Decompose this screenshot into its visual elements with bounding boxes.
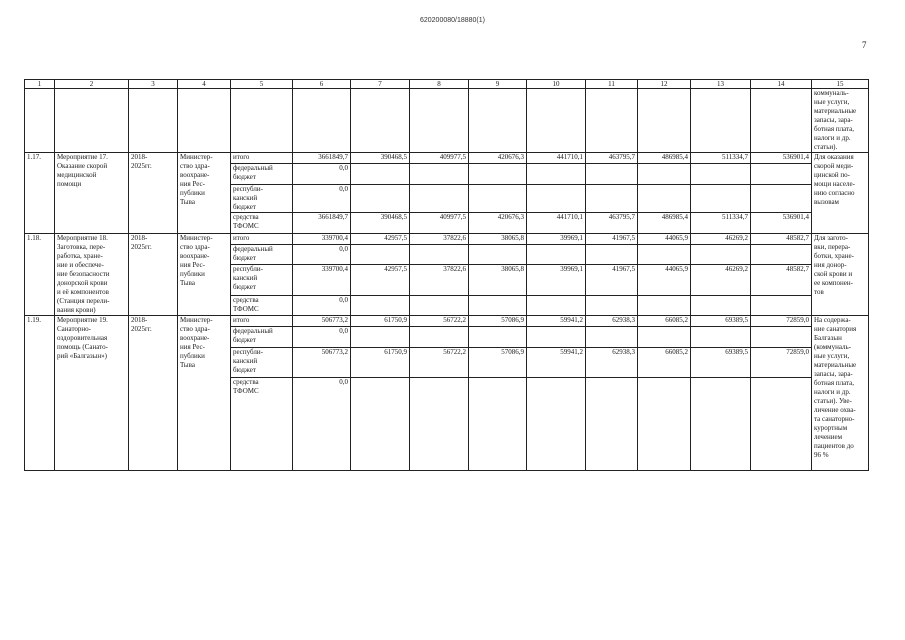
column-number: 4 <box>178 80 231 89</box>
empty-cell <box>751 89 812 153</box>
executor-line: публики <box>180 352 205 360</box>
column-number: 10 <box>527 80 586 89</box>
measure-name-line: и её компонентов <box>57 288 109 296</box>
result-line: На содержа- <box>814 316 851 324</box>
empty-cell <box>231 89 293 153</box>
funding-source-line: ТФОМС <box>233 222 259 230</box>
empty-cell <box>351 89 410 153</box>
funding-source-line: республи- <box>233 185 263 193</box>
period <box>129 316 178 471</box>
column-number: 2 <box>55 80 129 89</box>
note-line: налоги и др. <box>814 134 851 142</box>
executor-line: ния Рес- <box>180 343 205 351</box>
executor <box>178 234 231 316</box>
result-line: скорой меди- <box>814 162 854 170</box>
executor-line: ство здра- <box>180 325 210 333</box>
funding-source-line: канский <box>233 357 258 365</box>
table-row <box>25 234 869 245</box>
value-cell: 0,0 <box>293 164 351 185</box>
value-cell <box>527 185 586 213</box>
value-cell: 57086,9 <box>469 316 527 327</box>
measure-name-line: Оказание скорой <box>57 162 108 170</box>
result-line: лечением <box>814 433 843 441</box>
empty-cell <box>293 89 351 153</box>
empty-cell <box>55 89 129 153</box>
value-cell <box>751 185 812 213</box>
result-line: вызовам <box>814 198 839 206</box>
funding-source-line: бюджет <box>233 283 256 292</box>
measure-name-line: Санаторно- <box>57 325 91 333</box>
value-cell: 339700,4 <box>293 234 351 245</box>
measure-name <box>55 153 129 234</box>
value-cell <box>527 295 586 315</box>
executor-line: Министер- <box>180 153 213 161</box>
executor-line: ство здра- <box>180 162 210 170</box>
result-line: та санаторно- <box>814 415 855 423</box>
value-cell <box>351 327 410 348</box>
value-cell: 72859,0 <box>751 316 812 327</box>
funding-source <box>231 316 293 327</box>
funding-source-line: итого <box>233 234 250 242</box>
value-cell: 39969,1 <box>527 265 586 295</box>
value-cell: 420676,3 <box>469 213 527 234</box>
executor-line: ство здра- <box>180 243 210 251</box>
funding-source <box>231 245 293 265</box>
result-line: 96 % <box>814 451 829 459</box>
value-cell <box>469 185 527 213</box>
value-cell <box>469 164 527 185</box>
empty-cell <box>178 89 231 153</box>
funding-source-line: средства <box>233 295 259 304</box>
value-cell: 441710,1 <box>527 153 586 164</box>
result-line: мощи населе- <box>814 180 855 188</box>
executor <box>178 316 231 471</box>
period-line: 2025гг. <box>131 325 152 333</box>
period-line: 2025гг. <box>131 243 152 251</box>
executor-line: ния Рес- <box>180 261 205 269</box>
measure-name-line: вания крови) <box>57 306 96 314</box>
value-cell: 48582,7 <box>751 234 812 245</box>
value-cell: 56722,2 <box>410 348 469 378</box>
result-line: личение охва- <box>814 406 856 414</box>
value-cell <box>638 327 691 348</box>
column-number: 7 <box>351 80 410 89</box>
value-cell: 536901,4 <box>751 153 812 164</box>
document-id: 620200080/18880(1) <box>419 17 485 24</box>
funding-source-line: бюджет <box>233 254 256 263</box>
value-cell: 409977,5 <box>410 213 469 234</box>
value-cell: 0,0 <box>293 245 351 265</box>
value-cell <box>586 327 638 348</box>
value-cell <box>527 378 586 471</box>
expected-result <box>812 153 869 234</box>
funding-source <box>231 378 293 471</box>
value-cell: 69389,5 <box>691 316 751 327</box>
measure-name-line: донорской крови <box>57 279 108 287</box>
value-cell <box>351 185 410 213</box>
result-line: запасы, зара- <box>814 370 853 378</box>
executor-line: Министер- <box>180 316 213 324</box>
value-cell <box>691 327 751 348</box>
period-line: 2018- <box>131 153 148 161</box>
value-cell: 44065,9 <box>638 265 691 295</box>
result-line: вки, перера- <box>814 243 851 251</box>
value-cell <box>751 164 812 185</box>
empty-cell <box>638 89 691 153</box>
value-cell <box>410 327 469 348</box>
value-cell: 37822,6 <box>410 265 469 295</box>
period <box>129 234 178 316</box>
period-line: 2025гг. <box>131 162 152 170</box>
funding-source-line: бюджет <box>233 203 256 211</box>
value-cell <box>351 164 410 185</box>
value-cell: 441710,1 <box>527 213 586 234</box>
value-cell: 57086,9 <box>469 348 527 378</box>
value-cell <box>469 245 527 265</box>
measure-name-line: Заготовка, пере- <box>57 243 106 251</box>
result-line: курортным <box>814 424 848 432</box>
column-number: 3 <box>129 80 178 89</box>
result-line: Для загото- <box>814 234 849 242</box>
result-line: ботки, хране- <box>814 252 854 260</box>
value-cell <box>691 245 751 265</box>
result-line: ской крови и <box>814 270 853 278</box>
value-cell: 48582,7 <box>751 265 812 295</box>
expected-result <box>812 316 869 471</box>
measure-name-line: ние безопасности <box>57 270 110 278</box>
row-number: 1.17. <box>25 153 55 234</box>
value-cell <box>751 327 812 348</box>
measure-name-line: рий «Балгазын») <box>57 352 107 360</box>
funding-source-line: ТФОМС <box>233 387 259 395</box>
funding-source-line: канский <box>233 194 258 202</box>
value-cell <box>638 378 691 471</box>
note-line: запасы, зара- <box>814 116 853 124</box>
result-line: пациентов до <box>814 442 854 450</box>
value-cell: 62938,3 <box>586 348 638 378</box>
empty-cell <box>691 89 751 153</box>
measure-name-line: работка, хране- <box>57 252 103 260</box>
funding-source <box>231 348 293 378</box>
column-number: 8 <box>410 80 469 89</box>
value-cell: 38065,8 <box>469 265 527 295</box>
period <box>129 153 178 234</box>
value-cell: 62938,3 <box>586 316 638 327</box>
funding-source <box>231 295 293 315</box>
funding-source-line: ТФОМС <box>233 304 259 313</box>
column-number: 13 <box>691 80 751 89</box>
empty-cell <box>410 89 469 153</box>
funding-source-line: бюджет <box>233 173 256 181</box>
value-cell: 0,0 <box>293 378 351 471</box>
value-cell <box>751 378 812 471</box>
value-cell: 420676,3 <box>469 153 527 164</box>
note-line: ные услуги, <box>814 98 850 106</box>
value-cell: 41967,5 <box>586 265 638 295</box>
measure-name-line: помощи <box>57 180 82 188</box>
period-line: 2018- <box>131 316 148 324</box>
value-cell: 59941,2 <box>527 316 586 327</box>
empty-cell <box>25 89 55 153</box>
value-cell: 46269,2 <box>691 234 751 245</box>
empty-cell <box>129 89 178 153</box>
value-cell: 66085,2 <box>638 316 691 327</box>
value-cell: 38065,8 <box>469 234 527 245</box>
result-line: ние санатория <box>814 325 857 333</box>
executor-line: Тыва <box>180 198 195 206</box>
value-cell <box>586 295 638 315</box>
value-cell <box>691 378 751 471</box>
executor-line: ния Рес- <box>180 180 205 188</box>
value-cell <box>638 164 691 185</box>
funding-source-line: республи- <box>233 265 263 274</box>
column-number: 12 <box>638 80 691 89</box>
period-line: 2018- <box>131 234 148 242</box>
value-cell <box>638 295 691 315</box>
value-cell: 511334,7 <box>691 213 751 234</box>
value-cell <box>410 185 469 213</box>
value-cell: 409977,5 <box>410 153 469 164</box>
measure-name-line: ние и обеспече- <box>57 261 104 269</box>
value-cell: 0,0 <box>293 185 351 213</box>
value-cell <box>410 245 469 265</box>
value-cell: 506773,2 <box>293 316 351 327</box>
note-line: статьи). <box>814 143 838 151</box>
result-line: ния донор- <box>814 261 847 269</box>
executor-line: публики <box>180 270 205 278</box>
value-cell: 511334,7 <box>691 153 751 164</box>
value-cell <box>351 245 410 265</box>
funding-source-line: республи- <box>233 348 263 356</box>
value-cell: 536901,4 <box>751 213 812 234</box>
value-cell: 3661849,7 <box>293 153 351 164</box>
funding-source-line: средства <box>233 213 259 221</box>
result-line: Балгазын <box>814 334 842 342</box>
value-cell: 41967,5 <box>586 234 638 245</box>
executor-line: Тыва <box>180 279 195 287</box>
expected-result <box>812 234 869 316</box>
value-cell <box>751 295 812 315</box>
value-cell: 463795,7 <box>586 213 638 234</box>
column-number: 9 <box>469 80 527 89</box>
note-line: материальные <box>814 107 857 115</box>
measure-name-line: Мероприятие 17. <box>57 153 108 161</box>
result-line: Для оказания <box>814 153 854 161</box>
value-cell: 42957,5 <box>351 234 410 245</box>
continuation-note <box>812 89 869 153</box>
funding-source-line: итого <box>233 316 250 324</box>
executor-line: Тыва <box>180 361 195 369</box>
value-cell <box>638 245 691 265</box>
column-number-row <box>25 80 869 89</box>
funding-source <box>231 185 293 213</box>
measure-name <box>55 234 129 316</box>
value-cell <box>586 185 638 213</box>
result-line: ее компонен- <box>814 279 853 287</box>
value-cell <box>469 378 527 471</box>
executor-line: воохране- <box>180 252 210 260</box>
value-cell <box>638 185 691 213</box>
value-cell <box>351 378 410 471</box>
value-cell <box>410 378 469 471</box>
value-cell: 486985,4 <box>638 213 691 234</box>
result-line: статьи). Уве- <box>814 397 852 405</box>
result-line: ные услуги, <box>814 352 850 360</box>
value-cell <box>751 245 812 265</box>
funding-source-line: средства <box>233 378 259 386</box>
executor-line: публики <box>180 189 205 197</box>
continuation-row <box>25 89 869 153</box>
executor-line: воохране- <box>180 171 210 179</box>
value-cell <box>527 327 586 348</box>
value-cell: 3661849,7 <box>293 213 351 234</box>
column-number: 5 <box>231 80 293 89</box>
value-cell: 42957,5 <box>351 265 410 295</box>
funding-source-line: федеральный <box>233 245 273 254</box>
funding-source <box>231 213 293 234</box>
value-cell: 37822,6 <box>410 234 469 245</box>
funding-source <box>231 153 293 164</box>
measure-name-line: Мероприятие 19. <box>57 316 108 324</box>
measure-name-line: Мероприятие 18. <box>57 234 108 242</box>
value-cell: 0,0 <box>293 295 351 315</box>
result-line: (коммуналь- <box>814 343 852 351</box>
result-line: нию согласно <box>814 189 855 197</box>
value-cell <box>586 245 638 265</box>
value-cell <box>469 295 527 315</box>
value-cell <box>691 185 751 213</box>
value-cell: 59941,2 <box>527 348 586 378</box>
value-cell <box>351 295 410 315</box>
result-line: тов <box>814 288 824 296</box>
measure-name <box>55 316 129 471</box>
funding-source-line: федеральный <box>233 327 273 335</box>
row-number: 1.19. <box>25 316 55 471</box>
value-cell <box>410 164 469 185</box>
value-cell: 66085,2 <box>638 348 691 378</box>
value-cell: 39969,1 <box>527 234 586 245</box>
column-number: 6 <box>293 80 351 89</box>
value-cell: 44065,9 <box>638 234 691 245</box>
value-cell: 486985,4 <box>638 153 691 164</box>
column-number: 15 <box>812 80 869 89</box>
column-number: 14 <box>751 80 812 89</box>
table-row <box>25 316 869 327</box>
funding-source <box>231 265 293 295</box>
value-cell: 390468,5 <box>351 153 410 164</box>
result-line: материальные <box>814 361 857 369</box>
value-cell <box>469 327 527 348</box>
column-number: 11 <box>586 80 638 89</box>
column-number: 1 <box>25 80 55 89</box>
executor <box>178 153 231 234</box>
funding-source <box>231 327 293 348</box>
result-line: налоги и др. <box>814 388 851 396</box>
program-table <box>24 79 869 471</box>
executor-line: Министер- <box>180 234 213 242</box>
note-line: ботная плата, <box>814 125 855 133</box>
value-cell: 506773,2 <box>293 348 351 378</box>
funding-source-line: канский <box>233 274 258 283</box>
measure-name-line: помощь (Санато- <box>57 343 108 351</box>
value-cell: 72859,0 <box>751 348 812 378</box>
measure-name-line: (Станция перели- <box>57 297 110 305</box>
value-cell: 69389,5 <box>691 348 751 378</box>
value-cell: 61750,9 <box>351 316 410 327</box>
table-row <box>25 153 869 164</box>
value-cell: 56722,2 <box>410 316 469 327</box>
page-number: 7 <box>862 40 867 50</box>
value-cell: 390468,5 <box>351 213 410 234</box>
row-number: 1.18. <box>25 234 55 316</box>
value-cell: 463795,7 <box>586 153 638 164</box>
value-cell <box>691 295 751 315</box>
funding-source-line: федеральный <box>233 164 273 172</box>
value-cell: 0,0 <box>293 327 351 348</box>
executor-line: воохране- <box>180 334 210 342</box>
note-line: коммуналь- <box>814 89 849 97</box>
empty-cell <box>469 89 527 153</box>
empty-cell <box>527 89 586 153</box>
value-cell: 339700,4 <box>293 265 351 295</box>
funding-source <box>231 234 293 245</box>
result-line: ботная плата, <box>814 379 855 387</box>
result-line: цинской по- <box>814 171 850 179</box>
value-cell <box>586 378 638 471</box>
funding-source-line: бюджет <box>233 336 256 344</box>
funding-source-line: итого <box>233 153 250 161</box>
value-cell <box>527 164 586 185</box>
funding-source-line: бюджет <box>233 366 256 374</box>
value-cell <box>410 295 469 315</box>
value-cell <box>527 245 586 265</box>
value-cell: 61750,9 <box>351 348 410 378</box>
value-cell <box>691 164 751 185</box>
value-cell: 46269,2 <box>691 265 751 295</box>
value-cell <box>586 164 638 185</box>
measure-name-line: оздоровительная <box>57 334 108 342</box>
empty-cell <box>586 89 638 153</box>
measure-name-line: медицинской <box>57 171 97 179</box>
funding-source <box>231 164 293 185</box>
